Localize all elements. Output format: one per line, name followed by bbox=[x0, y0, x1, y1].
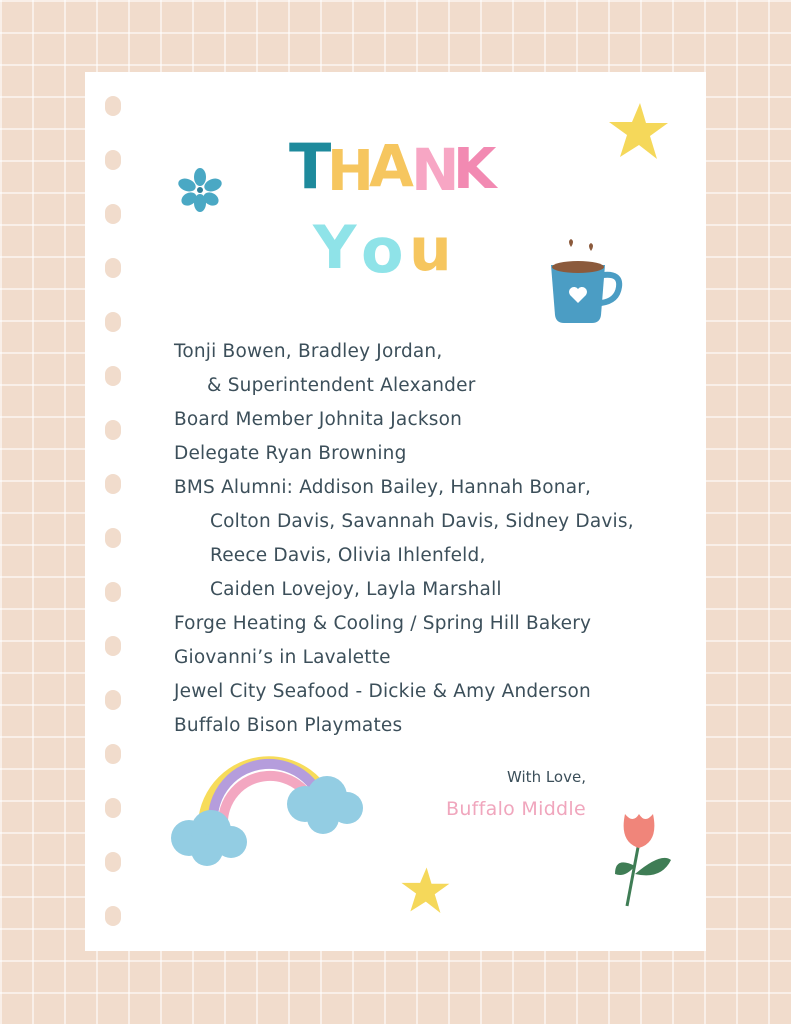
binder-hole bbox=[105, 420, 121, 440]
recipient-line: Jewel City Seafood - Dickie & Amy Anderson bbox=[174, 681, 591, 702]
recipient-line: Delegate Ryan Browning bbox=[174, 443, 407, 464]
recipient-line: Buffalo Bison Playmates bbox=[174, 715, 403, 736]
star-icon bbox=[399, 865, 451, 917]
title-letter-k: K bbox=[453, 137, 497, 202]
recipient-line: Board Member Johnita Jackson bbox=[174, 409, 463, 430]
binder-hole bbox=[105, 906, 121, 926]
binder-hole bbox=[105, 258, 121, 278]
binder-hole bbox=[105, 744, 121, 764]
star-icon bbox=[606, 101, 670, 163]
flower-icon bbox=[175, 165, 225, 215]
coffee-mug-icon bbox=[545, 237, 625, 329]
rainbow-icon bbox=[167, 750, 373, 868]
title-letter-u: u bbox=[409, 215, 452, 284]
recipient-line: Forge Heating & Cooling / Spring Hill Bakery bbox=[174, 613, 592, 634]
recipient-line: BMS Alumni: Addison Bailey, Hannah Bonar, bbox=[174, 477, 592, 498]
binder-hole bbox=[105, 312, 121, 332]
title-letter-a: A bbox=[369, 132, 414, 200]
tulip-icon bbox=[613, 802, 673, 912]
title-letter-h: H bbox=[327, 139, 374, 204]
recipient-line: Giovanni’s in Lavalette bbox=[174, 647, 391, 668]
binder-hole bbox=[105, 852, 121, 872]
recipients-list bbox=[174, 335, 674, 743]
binder-hole bbox=[105, 690, 121, 710]
binder-hole bbox=[105, 96, 121, 116]
title-letter-t: T bbox=[289, 130, 332, 203]
closing-text: With Love, bbox=[507, 768, 586, 786]
title-letter-y: Y bbox=[313, 213, 357, 283]
binder-hole bbox=[105, 798, 121, 818]
binder-hole bbox=[105, 474, 121, 494]
thank-you-title bbox=[285, 124, 505, 284]
binder-hole bbox=[105, 204, 121, 224]
binder-holes bbox=[105, 96, 121, 926]
recipient-line: & Superintendent Alexander bbox=[207, 375, 476, 396]
signature-name: Buffalo Middle bbox=[445, 798, 586, 820]
recipient-line: Caiden Lovejoy, Layla Marshall bbox=[210, 579, 502, 600]
title-letter-n: N bbox=[411, 136, 460, 204]
binder-hole bbox=[105, 582, 121, 602]
recipient-line: Colton Davis, Savannah Davis, Sidney Davis, bbox=[210, 511, 634, 532]
binder-hole bbox=[105, 528, 121, 548]
binder-hole bbox=[105, 150, 121, 170]
notebook-paper bbox=[85, 72, 706, 951]
binder-hole bbox=[105, 636, 121, 656]
recipient-line: Reece Davis, Olivia Ihlenfeld, bbox=[210, 545, 486, 566]
recipient-line: Tonji Bowen, Bradley Jordan, bbox=[174, 341, 443, 362]
binder-hole bbox=[105, 366, 121, 386]
title-letter-o: o bbox=[361, 214, 404, 284]
